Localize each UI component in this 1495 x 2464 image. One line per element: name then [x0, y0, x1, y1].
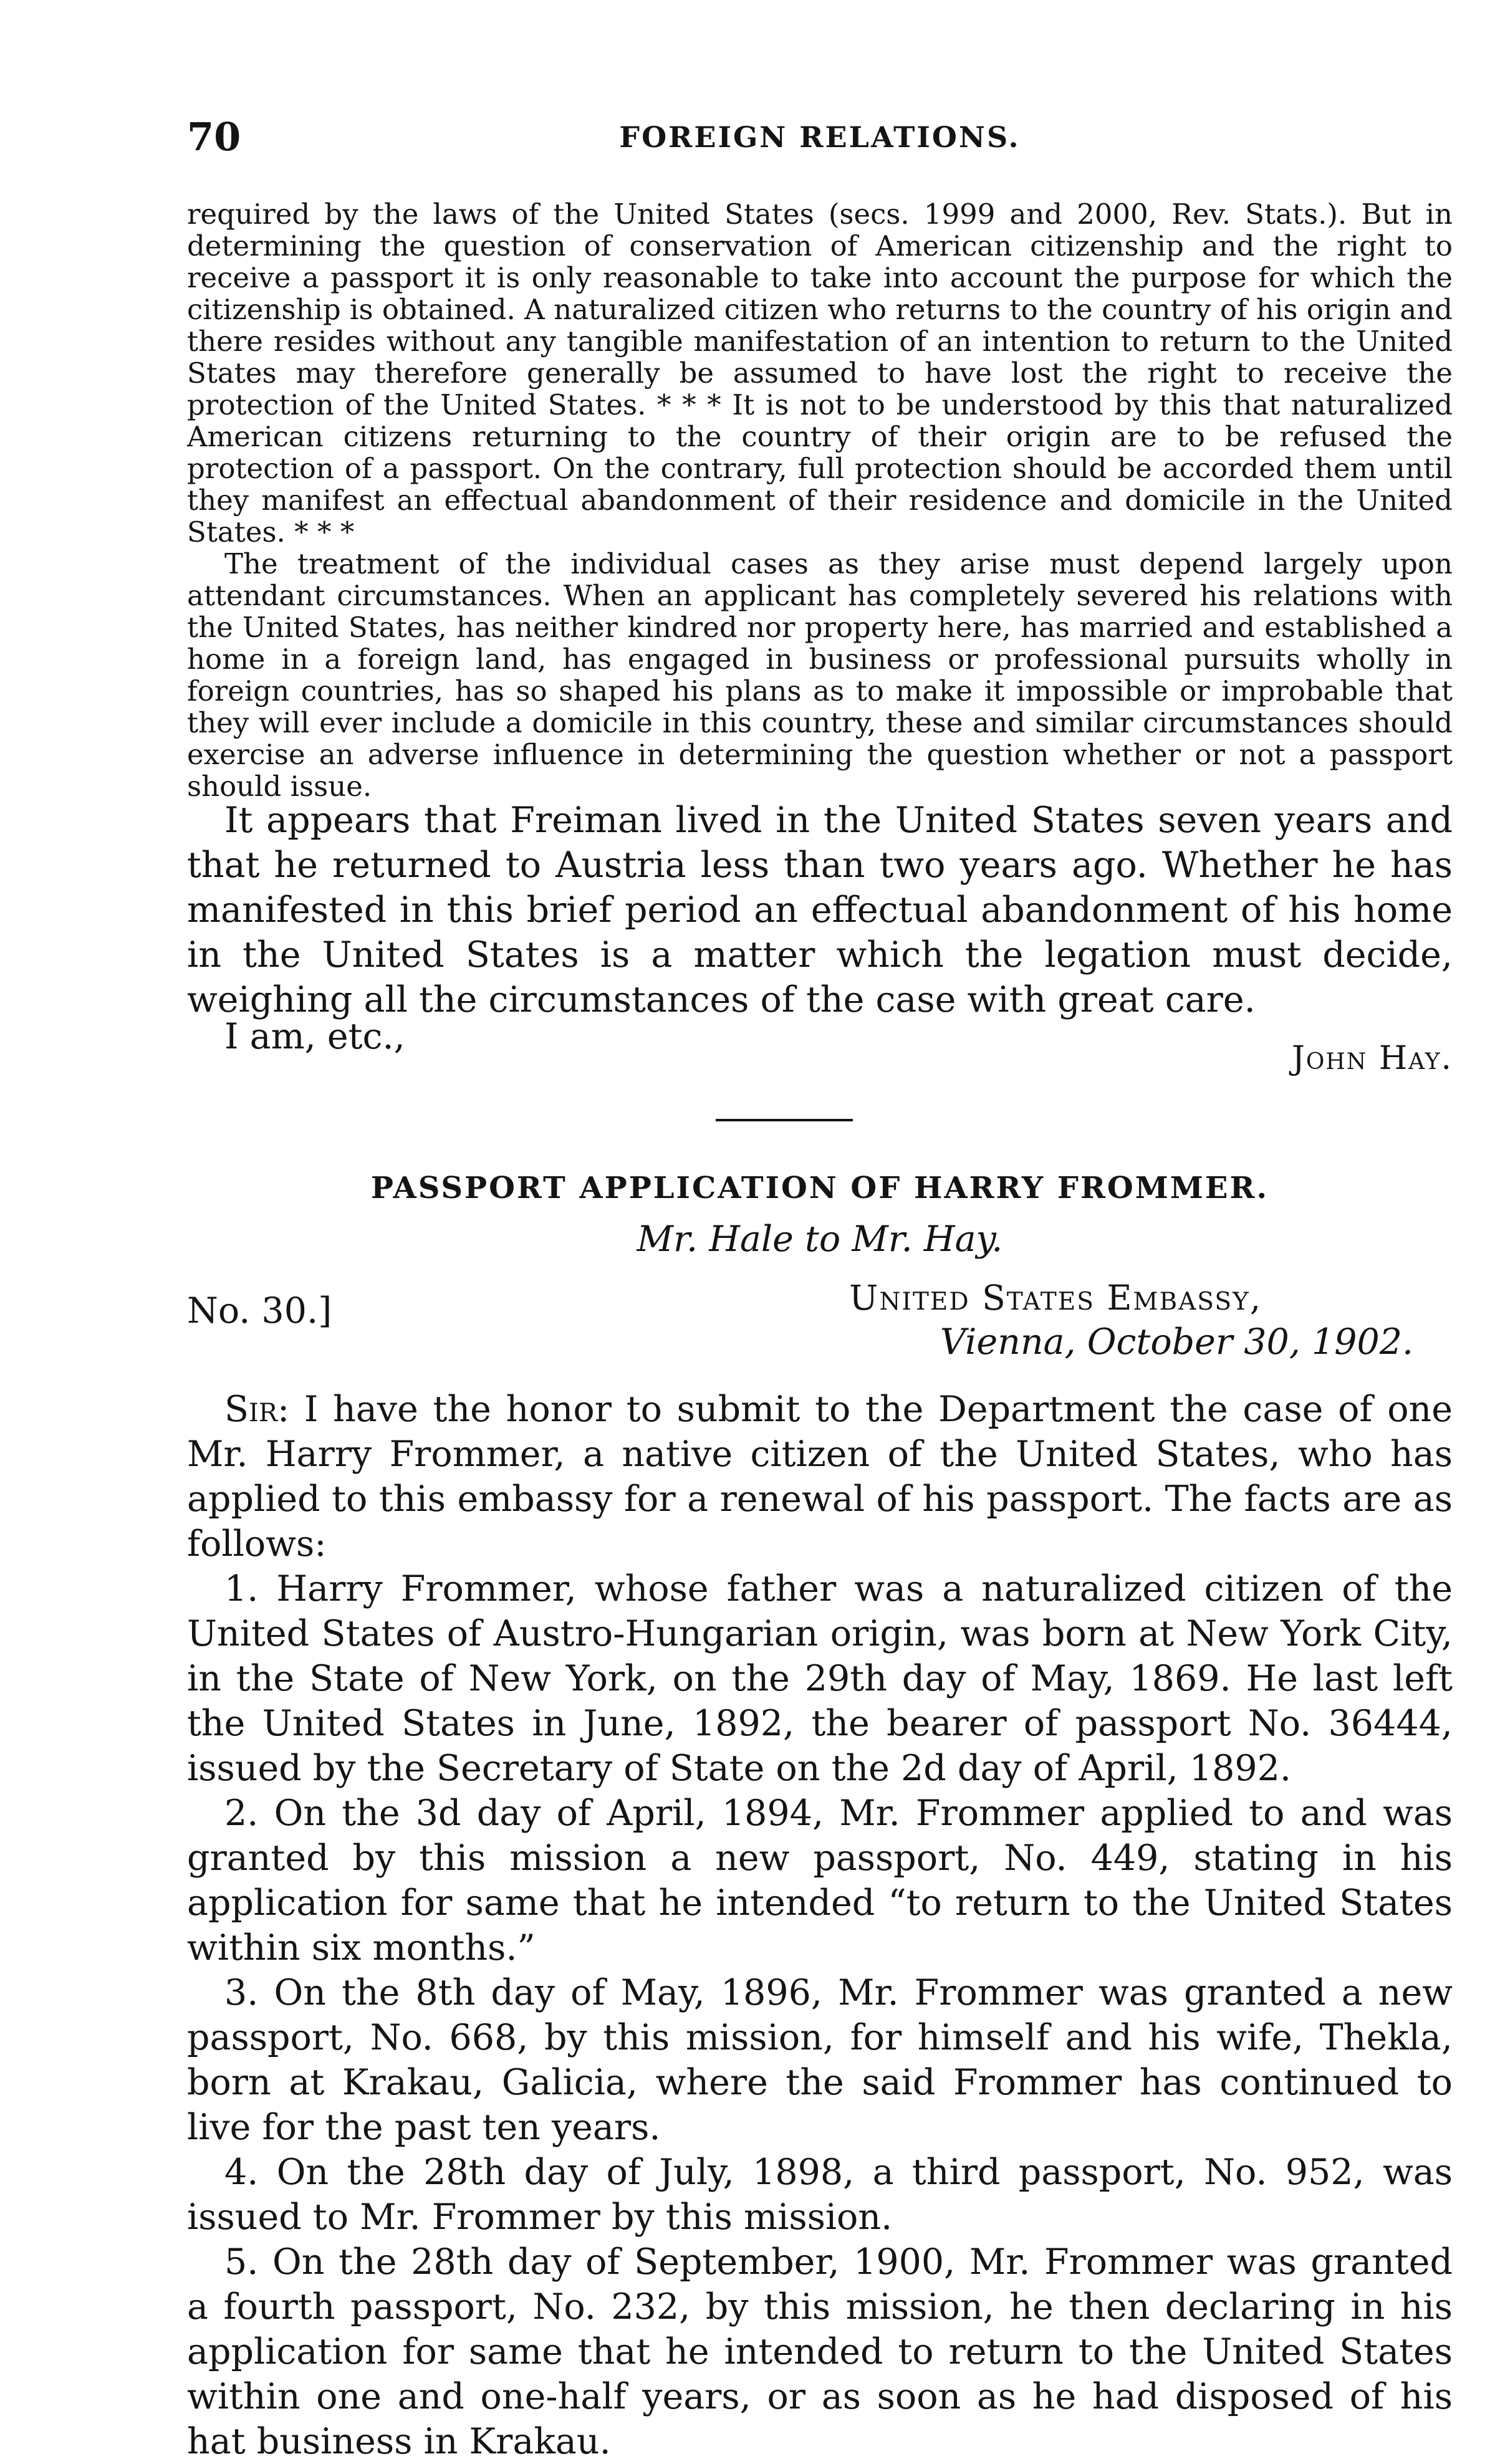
section-subtitle: Mr. Hale to Mr. Hay.: [637, 1219, 1003, 1260]
page-number: 70: [187, 114, 241, 160]
letter-body: [187, 1387, 1453, 2464]
embassy-heading: United States Embassy,: [849, 1278, 1262, 1318]
main-paragraph-block: [187, 798, 1453, 1022]
signature: John Hay.: [1292, 1040, 1453, 1077]
section-title: PASSPORT APPLICATION OF HARRY FROMMER.: [370, 1171, 1269, 1206]
closing-line: I am, etc.,: [224, 1016, 405, 1057]
main-paragraph: It appears that Freiman lived in the United States seven years and that he returned to Austria less than two years ago. Whether he has manifested in this brief period an effectual abandonment of his home in the United States is a matter which the legation must decide, weighing all the circumstances of the case with great care.: [187, 800, 1453, 1020]
letter-intro-paragraph: [187, 1387, 1453, 1566]
quote-paragraph-1: required by the laws of the United States (secs. 1999 and 2000, Rev. Stats.). But in determining the question of conservation of American citizenship and the right to receive a passport it is only reasonable to take into account the purpose for which the citizenship is obtained. A naturalized citizen who returns to the country of his origin and there resides without any tangible manifestation of an intention to return to the United States may therefore generally be assumed to have lost the right to receive the protection of the United States. * * * It is not to be understood by this that naturalized American citizens returning to the country of their origin are to be refused the protection of a passport. On the contrary, full protection should be accorded them until they manifest an effectual abandonment of their residence and domicile in the United States. * * *: [187, 198, 1453, 549]
section-divider: [716, 1119, 853, 1121]
list-item: 4. On the 28th day of July, 1898, a third passport, No. 952, was issued to Mr. Frommer by this mission.: [187, 2152, 1453, 2238]
list-item: 2. On the 3d day of April, 1894, Mr. Frommer applied to and was granted by this mission a new passport, No. 449, stating in his application for same that he intended “to return to the United States within six months.”: [187, 1793, 1453, 1968]
salutation: Sir:: [224, 1389, 290, 1430]
place-date: Vienna, October 30, 1902.: [940, 1321, 1414, 1363]
page-header: [187, 114, 1453, 164]
quoted-instruction-block: [187, 198, 1453, 802]
quote-paragraph-2: The treatment of the individual cases as they arise must depend largely upon attendant circumstances. When an applicant has completely severed his relations with the United States, has neither kindred nor property here, has married and established a home in a foreign land, has engaged in business or professional pursuits wholly in foreign countries, has so shaped his plans as to make it impossible or improbable that they will ever include a domicile in this country, these and similar circumstances should exercise an adverse influence in determining the question whether or not a passport should issue.: [187, 547, 1453, 803]
dispatch-number: No. 30.]: [187, 1290, 332, 1331]
list-item: 5. On the 28th day of September, 1900, Mr. Frommer was granted a fourth passport, No. 232, by this mission, he then declaring in his application for same that he intended to return to the United States within one and one-half years, or as soon as he had disposed of his hat business in Krakau.: [187, 2241, 1453, 2462]
letter-intro: I have the honor to submit to the Department the case of one Mr. Harry Frommer, a native citizen of the United States, who has applied to this embassy for a renewal of his passport. The facts are as follows:: [187, 1389, 1453, 1565]
list-item: 3. On the 8th day of May, 1896, Mr. Frommer was granted a new passport, No. 668, by this mission, for himself and his wife, Thekla, born at Krakau, Galicia, where the said Frommer has continued to live for the past ten years.: [187, 1972, 1453, 2148]
running-head: FOREIGN RELATIONS.: [619, 120, 1021, 154]
list-item: 1. Harry Frommer, whose father was a naturalized citizen of the United States of Austro-Hungarian origin, was born at New York City, in the State of New York, on the 29th day of May, 1869. He last left the United States in June, 1892, the bearer of passport No. 36444, issued by the Secretary of State on the 2d day of April, 1892.: [187, 1568, 1453, 1789]
